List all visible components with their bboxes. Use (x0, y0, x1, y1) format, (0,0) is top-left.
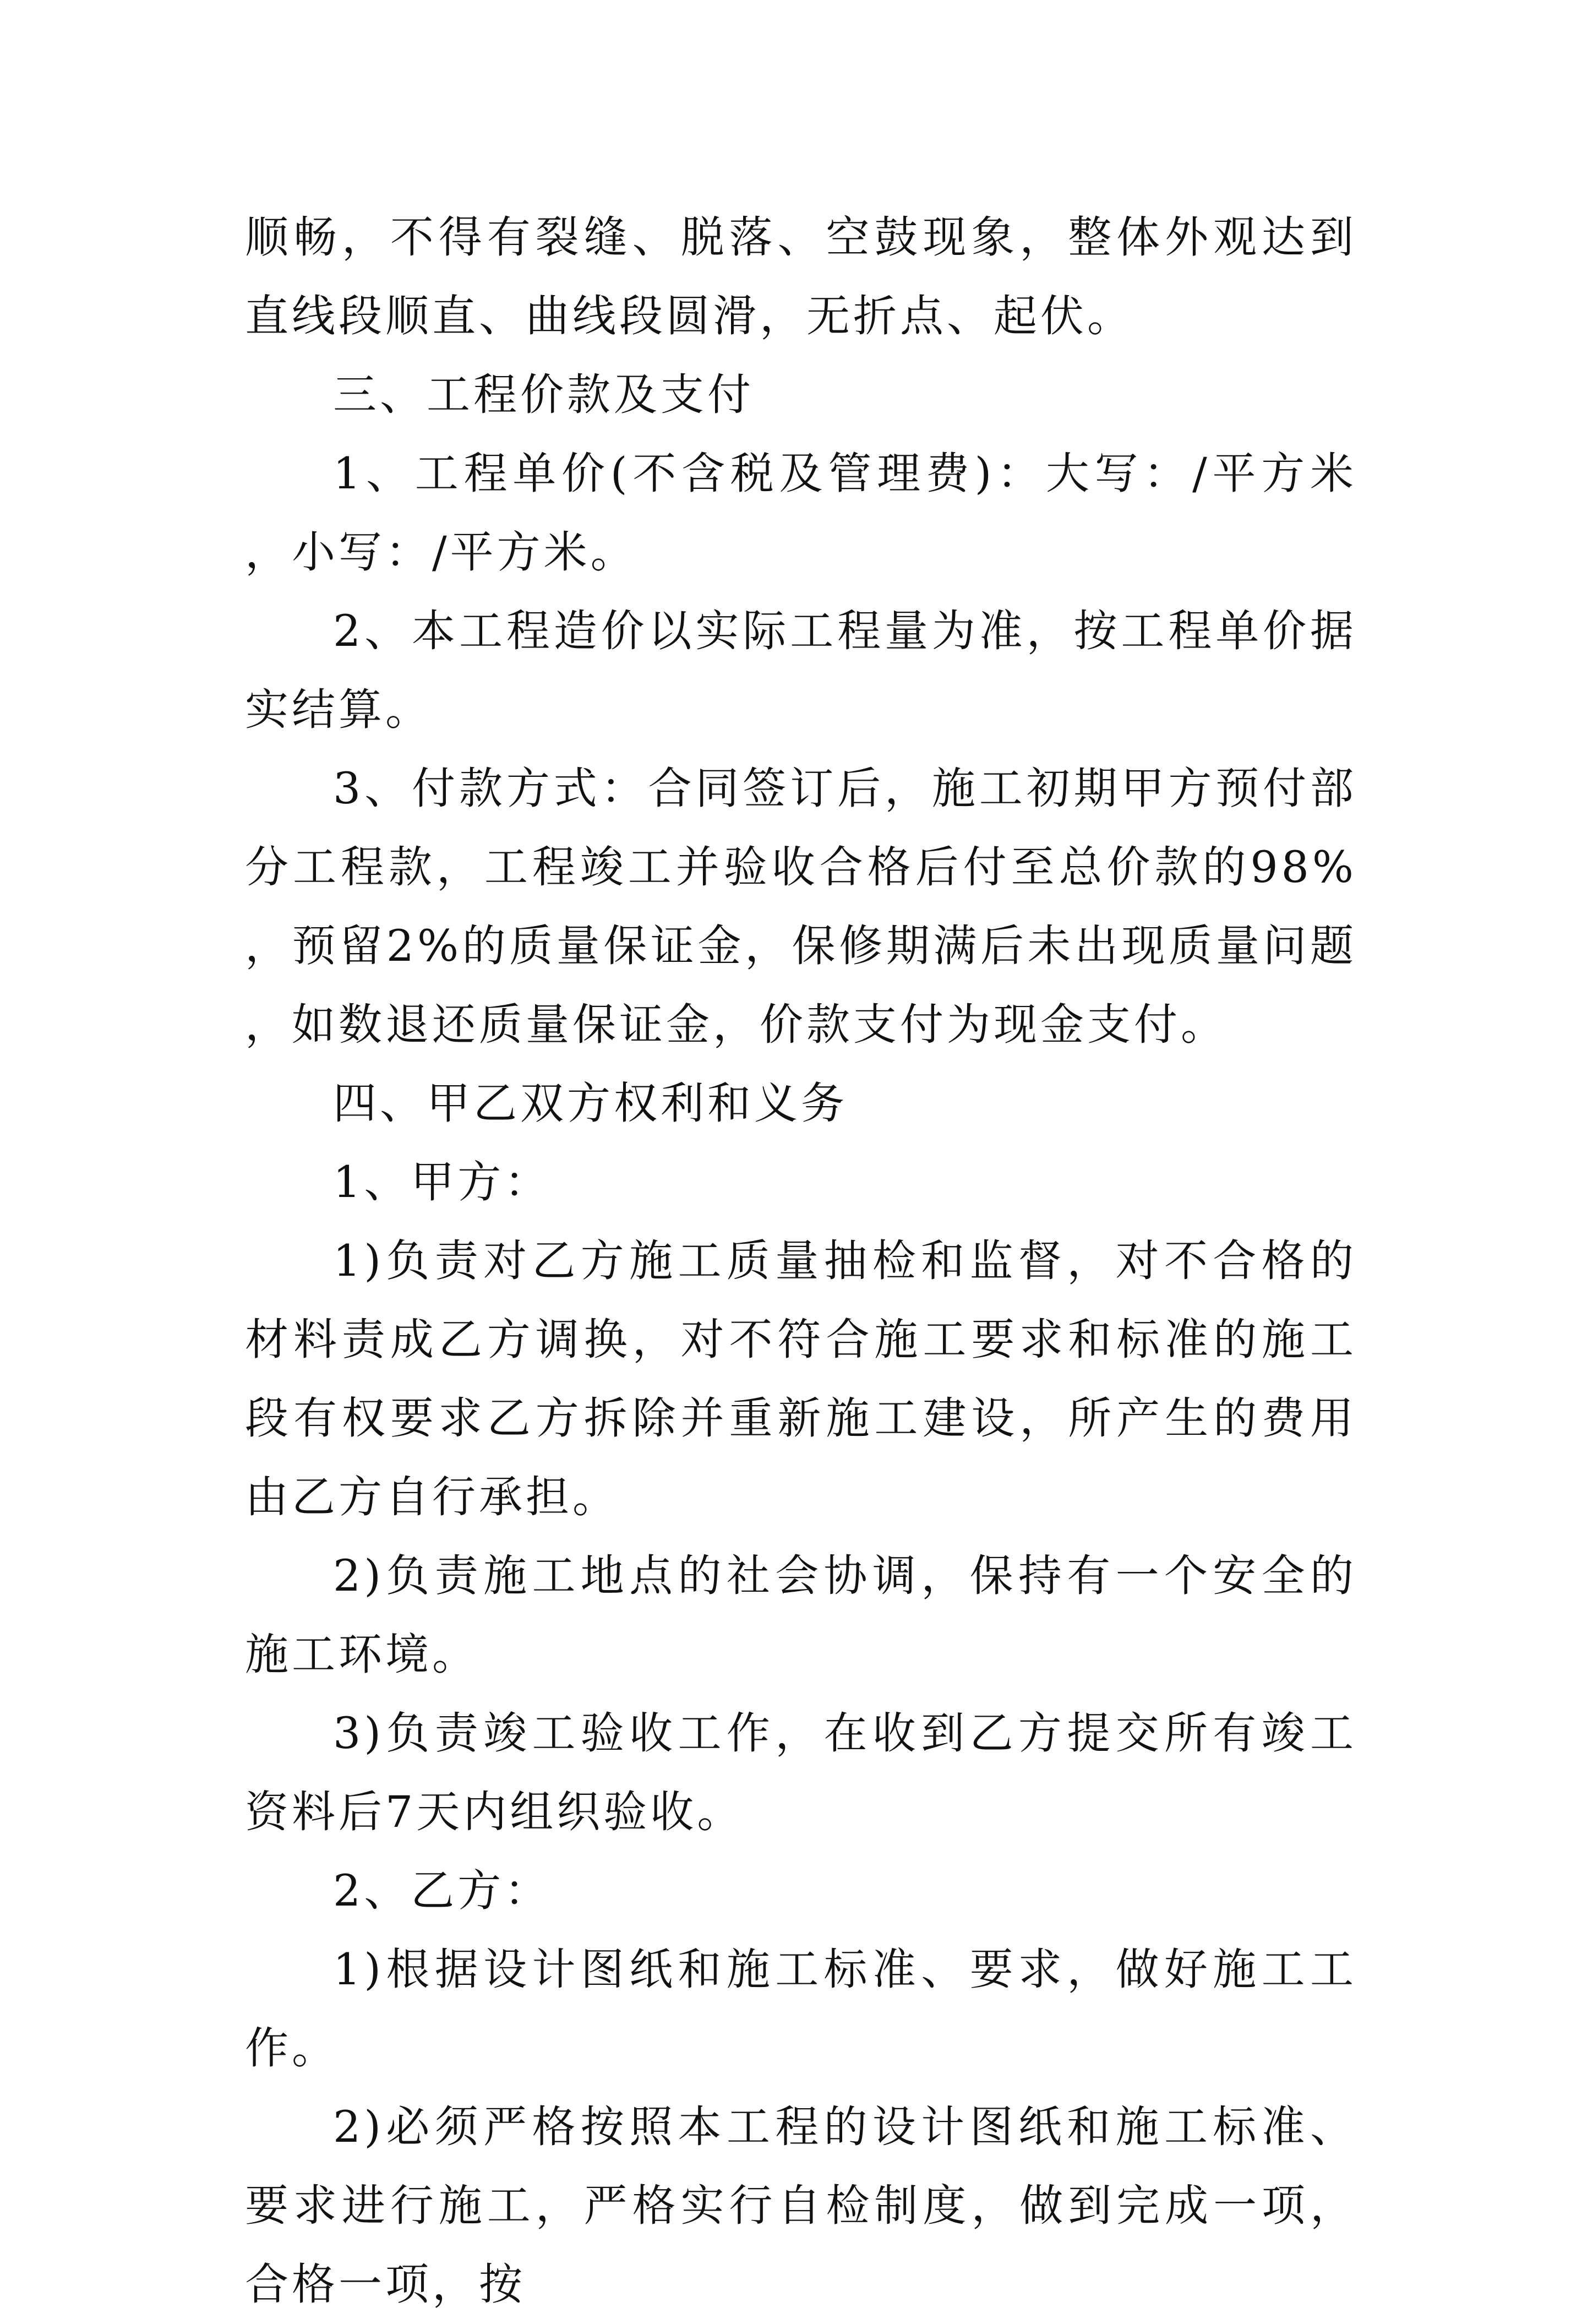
document-body (245, 198, 1357, 2324)
paragraph-party-a-item-1: 1)负责对乙方施工质量抽检和监督，对不合格的材料责成乙方调换，对不符合施工要求和标准的施工段有权要求乙方拆除并重新施工建设，所产生的费用由乙方自行承担。 (245, 1236, 1357, 1522)
subheading-party-a: 1、甲方： (333, 1157, 552, 1207)
paragraph-party-b-item-2: 2)必须严格按照本工程的设计图纸和施工标准、要求进行施工，严格实行自检制度，做到完成一项，合格一项，按 (245, 2102, 1357, 2310)
paragraph-unit-price: 1、工程单价(不含税及管理费)：大写：/平方米，小写：/平方米。 (245, 448, 1357, 578)
paragraph-continuation: 顺畅，不得有裂缝、脱落、空鼓现象，整体外观达到直线段顺直、曲线段圆滑，无折点、起伏。 (245, 212, 1357, 341)
section-heading-payment: 三、工程价款及支付 (333, 369, 754, 420)
paragraph-party-a-item-3: 3)负责竣工验收工作，在收到乙方提交所有竣工资料后7天内组织验收。 (245, 1708, 1357, 1837)
paragraph-party-a-item-2: 2)负责施工地点的社会协调，保持有一个安全的施工环境。 (245, 1550, 1357, 1680)
section-heading-rights-obligations: 四、甲乙双方权利和义务 (333, 1078, 848, 1129)
paragraph-party-b-item-1: 1)根据设计图纸和施工标准、要求，做好施工工作。 (245, 1944, 1357, 2073)
paragraph-payment-method: 3、付款方式：合同签订后，施工初期甲方预付部分工程款，工程竣工并验收合格后付至总价款的98%，预留2%的质量保证金，保修期满后未出现质量问题，如数退还质量保证金，价款支付为现金支付。 (245, 763, 1357, 1050)
paragraph-project-cost: 2、本工程造价以实际工程量为准，按工程单价据实结算。 (245, 606, 1357, 735)
subheading-party-b: 2、乙方： (333, 1865, 552, 1916)
